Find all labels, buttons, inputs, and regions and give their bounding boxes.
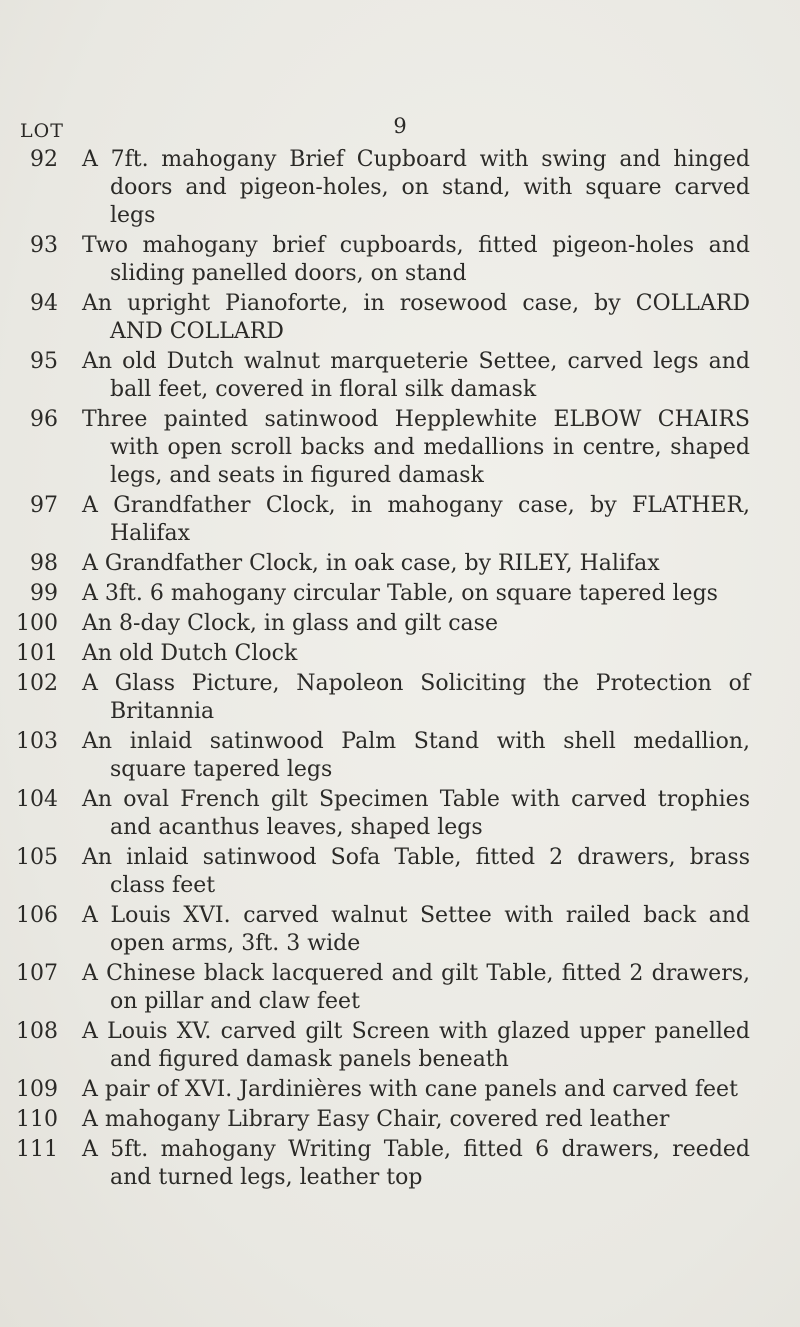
lot-entry (0, 728, 800, 784)
lot-number: 100 (16, 611, 58, 636)
lot-description: A 7ft. mahogany Brief Cupboard with swing and hinged doors and pigeon-holes, on stand, with square carved legs (82, 147, 750, 228)
lot-entry (0, 670, 800, 726)
lot-description: Two mahogany brief cupboards, fitted pigeon-holes and sliding panelled doors, on stand (82, 233, 750, 286)
lot-entry (0, 640, 800, 668)
lot-number: 94 (30, 291, 58, 316)
lot-description: Three painted satinwood Hepplewhite ELBOW CHAIRS with open scroll backs and medallions in centre, shaped legs, and seats in figured damask (82, 407, 750, 488)
lot-number: 110 (16, 1107, 58, 1132)
lot-number: 96 (30, 407, 58, 432)
lot-entry (0, 492, 800, 548)
lot-description: A 3ft. 6 mahogany circular Table, on square tapered legs (82, 581, 718, 606)
lot-entry (0, 844, 800, 900)
lot-description: A Glass Picture, Napoleon Soliciting the Protection of Britannia (82, 671, 750, 724)
lot-description: A Grandfather Clock, in oak case, by RILEY, Halifax (82, 551, 660, 576)
lot-number: 95 (30, 349, 58, 374)
lot-number: 93 (30, 233, 58, 258)
lot-entry (0, 406, 800, 490)
lot-description: An oval French gilt Specimen Table with carved trophies and acanthus leaves, shaped legs (82, 787, 750, 840)
page-number: 9 (393, 114, 407, 138)
lot-number: 105 (16, 845, 58, 870)
lot-entry (0, 580, 800, 608)
lot-number: 99 (30, 581, 58, 606)
lot-number: 92 (30, 147, 58, 172)
lot-description: A Louis XV. carved gilt Screen with glazed upper panelled and figured damask panels beneath (82, 1019, 750, 1072)
lot-entry (0, 232, 800, 288)
lot-number: 103 (16, 729, 58, 754)
lot-number: 98 (30, 551, 58, 576)
lot-description: An old Dutch walnut marqueterie Settee, carved legs and ball feet, covered in floral silk damask (82, 349, 750, 402)
lot-description: A Grandfather Clock, in mahogany case, by FLATHER, Halifax (82, 493, 750, 546)
lot-entry (0, 902, 800, 958)
lot-number: 106 (16, 903, 58, 928)
lot-entry (0, 1018, 800, 1074)
lot-entry (0, 348, 800, 404)
lot-entry (0, 960, 800, 1016)
lot-description: An 8-day Clock, in glass and gilt case (82, 611, 498, 636)
lot-entry (0, 1136, 800, 1192)
lot-description: A Louis XVI. carved walnut Settee with railed back and open arms, 3ft. 3 wide (82, 903, 750, 956)
lot-description: An old Dutch Clock (82, 641, 298, 666)
lot-number: 108 (16, 1019, 58, 1044)
lot-entry (0, 1106, 800, 1134)
lot-number: 107 (16, 961, 58, 986)
lot-description: A mahogany Library Easy Chair, covered red leather (82, 1107, 670, 1132)
lot-description: A pair of XVI. Jardinières with cane panels and carved feet (82, 1077, 738, 1102)
lot-description: An inlaid satinwood Palm Stand with shell medallion, square tapered legs (82, 729, 750, 782)
lot-description: An inlaid satinwood Sofa Table, fitted 2 drawers, brass class feet (82, 845, 750, 898)
lot-number: 101 (16, 641, 58, 666)
lot-number: 102 (16, 671, 58, 696)
lot-description: An upright Pianoforte, in rosewood case, by COLLARD AND COLLARD (82, 291, 750, 344)
lot-entry (0, 550, 800, 578)
lot-list (0, 146, 800, 1192)
lot-number: 97 (30, 493, 58, 518)
lot-entry (0, 786, 800, 842)
lot-description: A 5ft. mahogany Writing Table, fitted 6 drawers, reeded and turned legs, leather top (82, 1137, 750, 1190)
lot-entry (0, 1076, 800, 1104)
lot-number: 104 (16, 787, 58, 812)
lot-entry (0, 146, 800, 230)
lot-entry (0, 610, 800, 638)
lot-number: 109 (16, 1077, 58, 1102)
lot-column-header: LOT (20, 120, 64, 142)
lot-entry (0, 290, 800, 346)
lot-number: 111 (16, 1137, 58, 1162)
lot-description: A Chinese black lacquered and gilt Table, fitted 2 drawers, on pillar and claw feet (82, 961, 750, 1014)
